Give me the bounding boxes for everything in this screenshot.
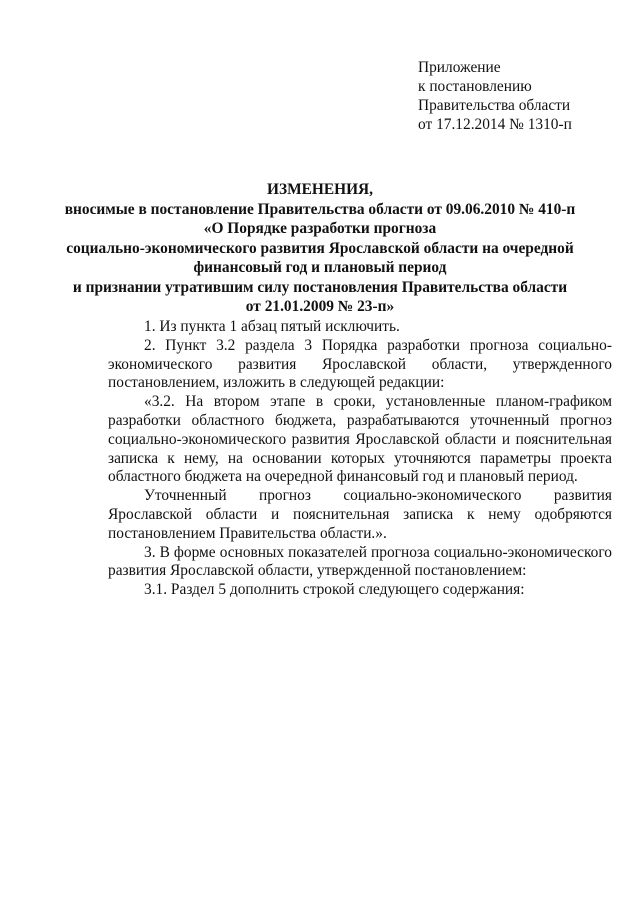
appendix-header: [418, 58, 628, 134]
appendix-line-title: Приложение: [418, 59, 501, 76]
paragraph-item-3: 3. В форме основных показателей прогноза социально-экономического развития Ярославской области, утвержденной постановлением:: [108, 543, 612, 580]
title-line-5: и признании утратившим силу постановления Правительства области: [72, 278, 568, 296]
title-line-3: социально-экономического развития Ярославской области на очередной: [66, 239, 574, 257]
paragraph-quote-continuation: Уточненный прогноз социально-экономического развития Ярославской области и пояснительная записка к нему одобряются постановлением Правительства области.».: [108, 487, 612, 542]
appendix-line-reference: к постановлению: [418, 78, 532, 95]
title-heading: ИЗМЕНЕНИЯ,: [266, 181, 374, 198]
paragraph-item-3-1: 3.1. Раздел 5 дополнить строкой следующего содержания:: [144, 581, 525, 599]
document-title: [0, 180, 640, 317]
title-line-2: «О Порядке разработки прогноза: [203, 220, 437, 237]
appendix-line-date-number: от 17.12.2014 № 1310-п: [418, 116, 572, 133]
title-line-4: финансовый год и плановый период: [193, 259, 447, 276]
paragraph-item-2: 2. Пункт 3.2 раздела 3 Порядка разработки прогноза социально-экономического развития Ярославской области, утвержденного постановлением, изложить в следующей редакции:: [108, 336, 612, 392]
paragraph-quote-3-2: «3.2. На втором этапе в сроки, установленные планом-графиком разработки областного бюджета, разрабатываются уточненный прогноз социально-экономического развития Ярославской области и пояснительная записка к нему, на основании которых уточняются параметры проекта областного бюджета на очередной финансовый год и плановый период.: [108, 393, 612, 486]
title-line-1: вносимые в постановление Правительства области от 09.06.2010 № 410-п: [64, 200, 576, 218]
appendix-line-government: Правительства области: [418, 97, 571, 114]
paragraph-item-1: 1. Из пункта 1 абзац пятый исключить.: [144, 318, 400, 335]
title-line-6: от 21.01.2009 № 23-п»: [245, 298, 395, 315]
document-body: [108, 318, 612, 600]
